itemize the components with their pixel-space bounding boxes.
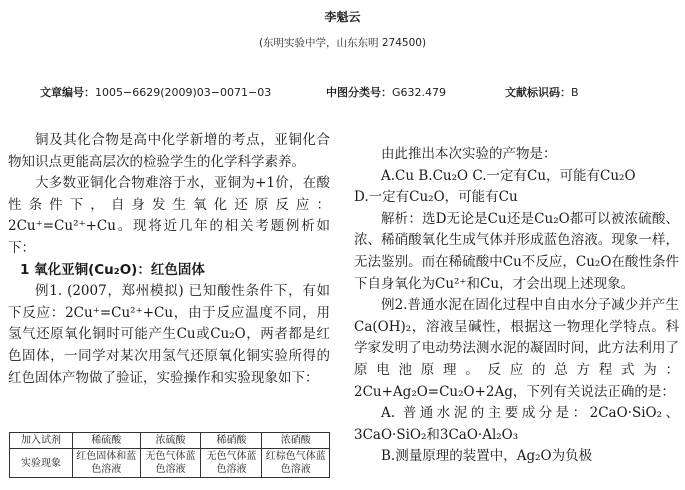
right-column	[354, 144, 679, 468]
table-header-cell: 加入试剂	[10, 433, 73, 449]
experiment-table	[9, 432, 330, 478]
article-number-value: 1005−6629(2009)03−0071−03	[95, 86, 272, 99]
table-row	[10, 449, 330, 478]
section-heading-cu2o: 1 氧化亚铜(Cu₂O)：红色固体	[20, 261, 205, 278]
table-cell: 红棕色气体蓝色溶液	[262, 449, 330, 478]
table-row-label: 实验现象	[10, 449, 73, 478]
example-2-paragraph: 例2.普通水泥在固化过程中自由水分子减少并产生 Ca(OH)₂，溶液呈碱性，根据这一物理化学特点。科学家发明了电动势法测水泥的凝固时间，此方法利用了原电池原理。反应的总方程式为：2Cu+Ag₂O=Cu₂O+2Ag，下列有关说法正确的是：	[354, 297, 679, 400]
options-line-2: D.一定有Cu₂O，可能有Cu	[354, 189, 518, 206]
table-header-cell: 浓硝酸	[262, 433, 330, 449]
table-cell: 红色固体和蓝色溶液	[73, 449, 141, 478]
document-code-value: B	[571, 86, 579, 99]
article-number	[40, 84, 271, 100]
table-cell: 无色气体蓝色溶液	[201, 449, 262, 478]
table-header-cell: 稀硝酸	[201, 433, 262, 449]
table-header-cell: 稀硫酸	[73, 433, 141, 449]
article-number-label: 文章编号：	[40, 86, 95, 99]
document-code-label: 文献标识码：	[505, 86, 571, 99]
intro-paragraph: 铜及其化合物是高中化学新增的考点，亚铜化合物知识点更能高层次的检验学生的化学科学素养。	[8, 132, 330, 170]
author-affiliation: (东明实验中学，山东东明 274500)	[258, 37, 427, 49]
classification-number	[326, 84, 446, 100]
option-a: A. 普通水泥的主要成分是：2CaO·SiO₂、3CaO·SiO₂和3CaO·Al₂O₃	[354, 405, 679, 443]
table-header-row	[10, 433, 330, 449]
valence-paragraph: 大多数亚铜化合物难溶于水，亚铜为+1价，在酸性条件下，自身发生氧化还原反应：2Cu⁺=Cu²⁺+Cu。现将近几年的相关考题例析如下：	[8, 175, 330, 256]
option-b: B.测量原理的装置中，Ag₂O为负极	[381, 448, 593, 465]
author-name: 李魁云	[324, 10, 361, 24]
document-code	[505, 84, 579, 100]
classification-label: 中图分类号：	[326, 86, 392, 99]
question-stem: 由此推出本次实验的产物是：	[381, 146, 557, 162]
left-column	[8, 130, 330, 389]
analysis-paragraph: 解析：选D无论是Cu还是Cu₂O都可以被浓硫酸、浓、稀硝酸氧化生成气体并形成蓝色溶液。现象一样，无法鉴别。而在稀硫酸中Cu不反应，Cu₂O在酸性条件下自身氧化为Cu²⁺和Cu，才会出现上述现象。	[354, 210, 679, 292]
table-header-cell: 浓硫酸	[140, 433, 201, 449]
table-cell: 无色气体蓝色溶液	[140, 449, 201, 478]
options-line-1: A.Cu B.Cu₂O C.一定有Cu，可能有Cu₂O	[381, 167, 636, 184]
example-1-paragraph: 例1. (2007，郑州模拟) 已知酸性条件下，有如下反应：2Cu⁺=Cu²⁺+Cu，由于反应温度不同，用氢气还原氧化铜时可能产生Cu或Cu₂O，两者都是红色固体，一同学对某次用氢气还原氧化铜实验所得的红色固体产物做了验证，实验操作和实验现象如下：	[8, 283, 330, 386]
classification-value: G632.479	[392, 86, 447, 99]
